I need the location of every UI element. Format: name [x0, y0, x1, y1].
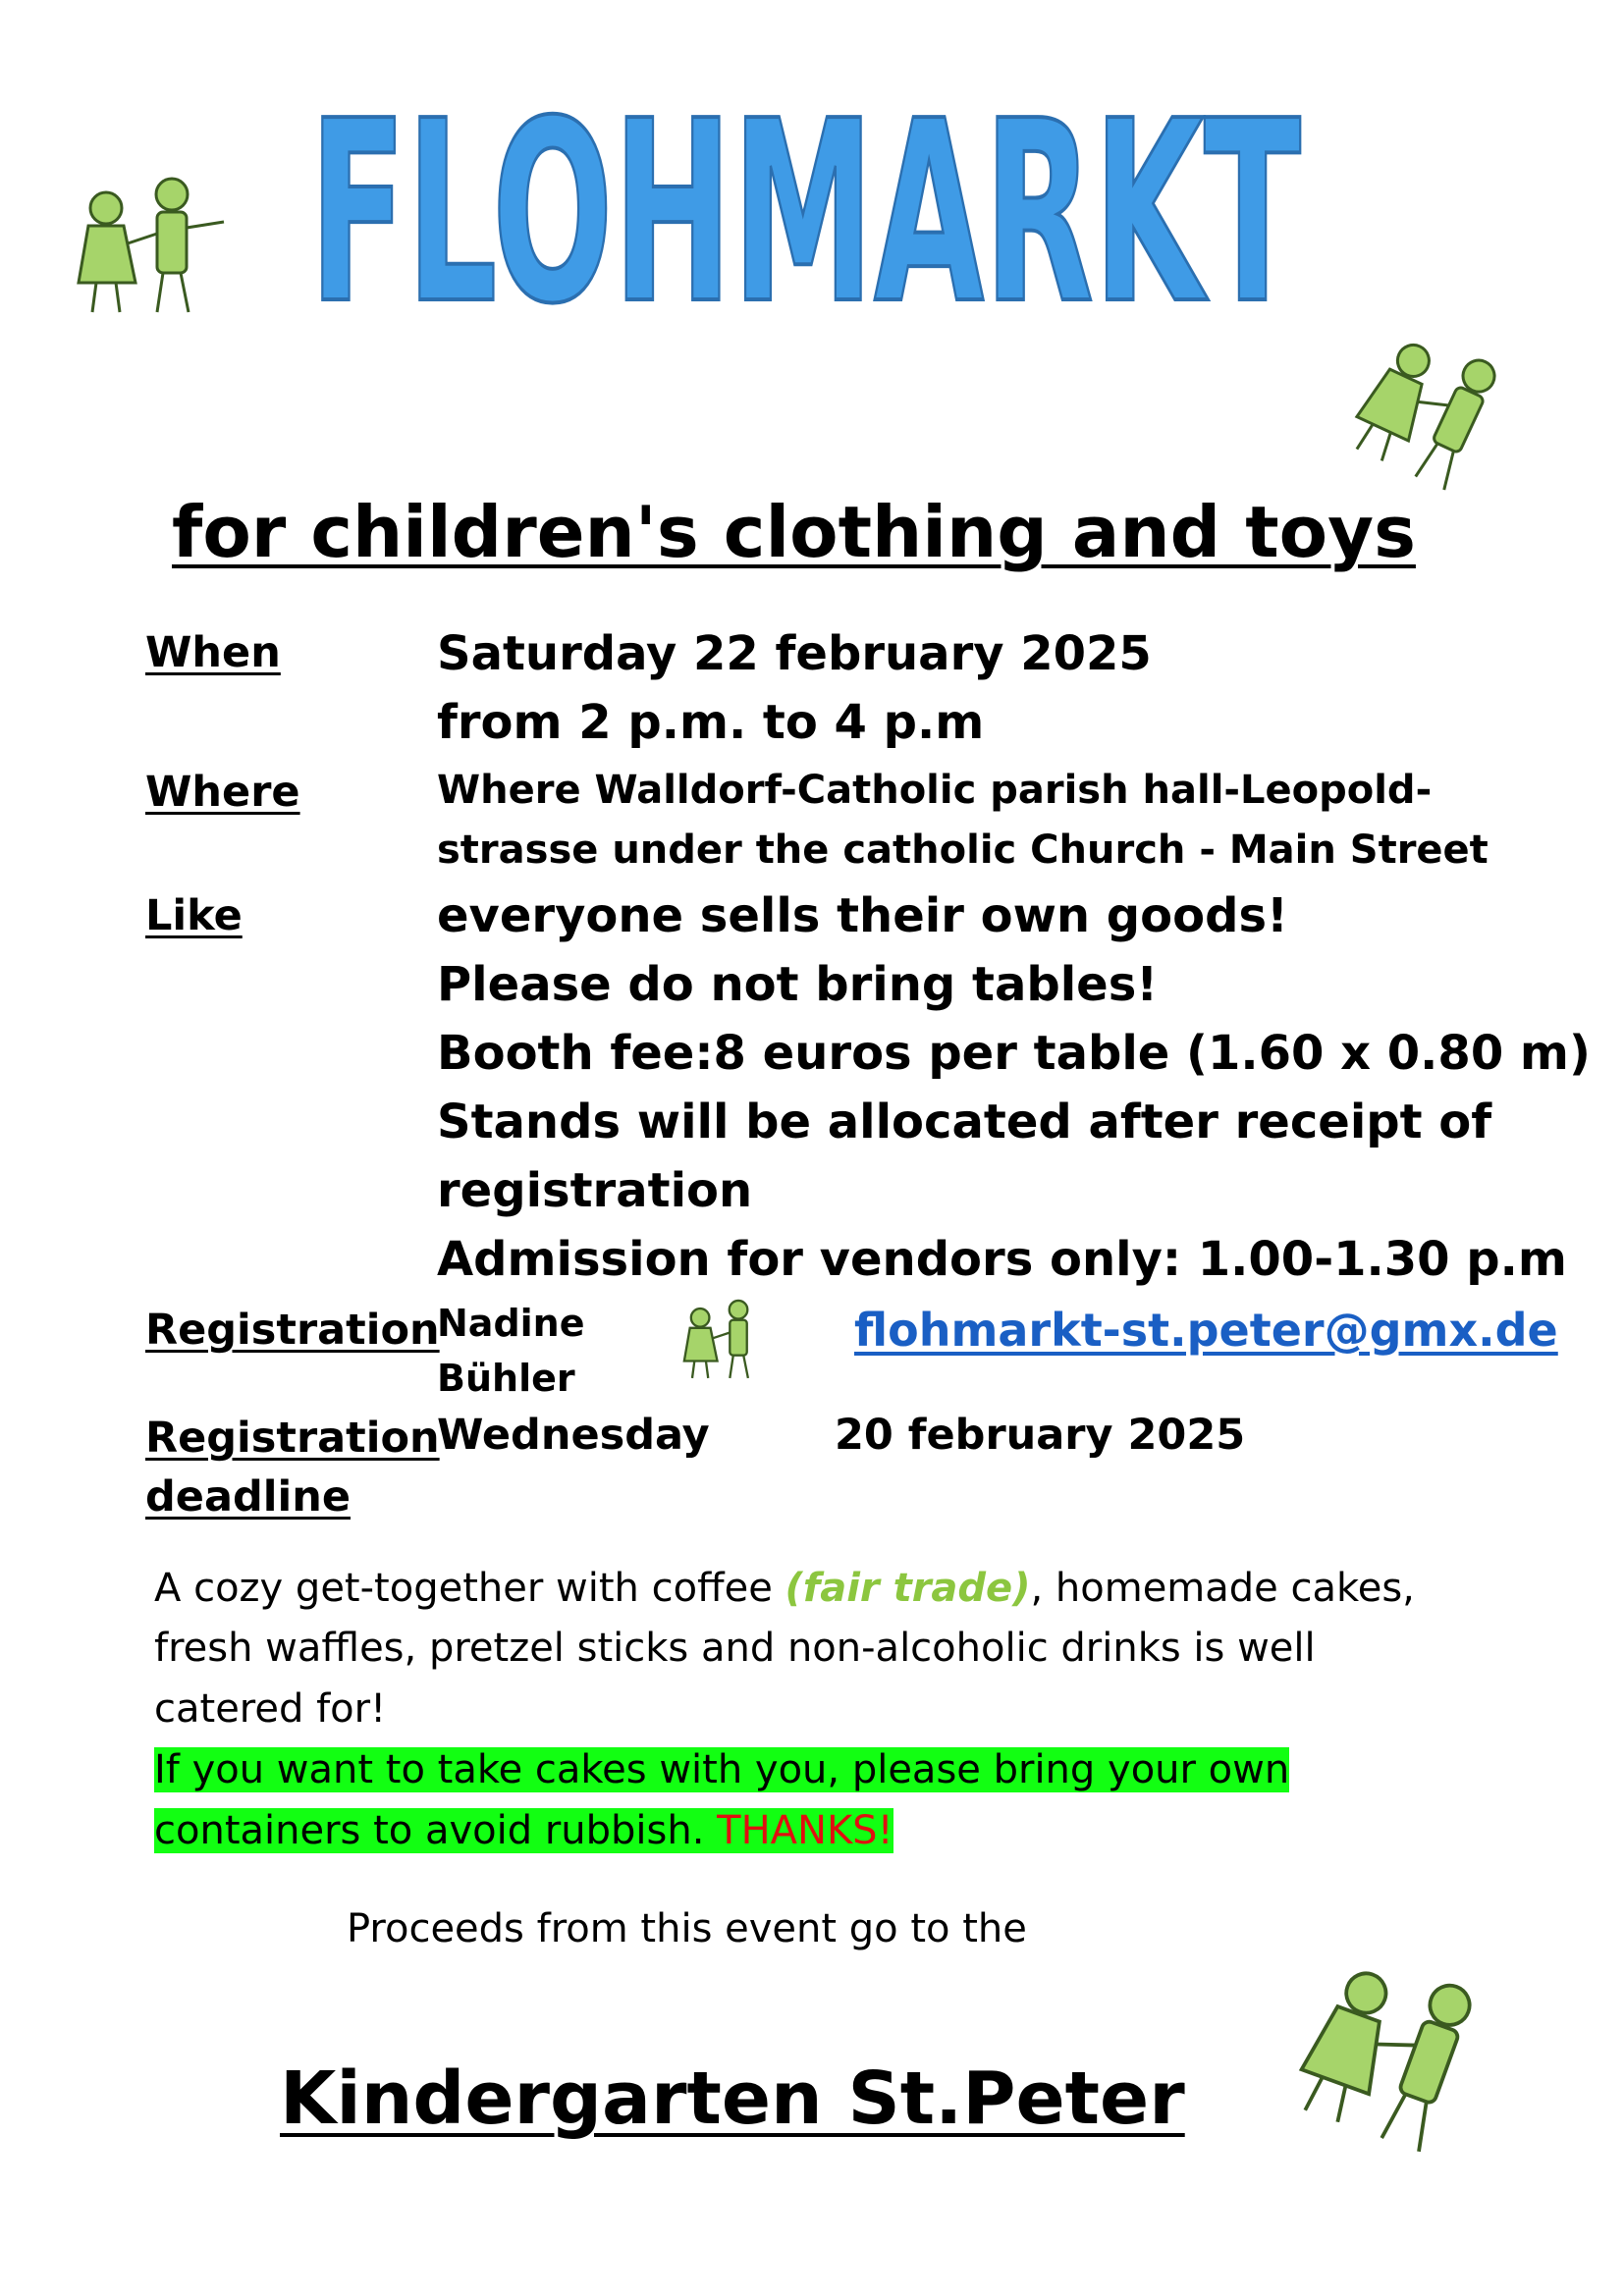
- kids-holding-hands-icon: [673, 1294, 776, 1382]
- flohmarkt-banner: [285, 54, 1326, 339]
- containers-notice-line-2: [154, 1808, 893, 1853]
- banner-title: FLOHMARKT: [309, 68, 1301, 339]
- cafe-text: , homemade cakes,: [1030, 1566, 1415, 1611]
- kindergarten-title: Kindergarten St.Peter: [280, 2056, 1185, 2141]
- kids-holding-hands-icon: [1345, 334, 1517, 496]
- where-line-2: strasse under the catholic Church - Main Street: [437, 828, 1489, 873]
- like-line: Stands will be allocated after receipt of: [437, 1095, 1492, 1149]
- deadline-day: Wednesday: [437, 1411, 710, 1460]
- highlighted-text: If you want to take cakes with you, please bring your own: [154, 1747, 1290, 1792]
- registration-last-name: Bühler: [437, 1357, 575, 1400]
- like-line: everyone sells their own goods!: [437, 888, 1288, 943]
- fair-trade-text: (fair trade): [785, 1566, 1031, 1611]
- thanks-text: THANKS!: [717, 1808, 893, 1853]
- when-time: from 2 p.m. to 4 p.m: [437, 695, 985, 750]
- highlighted-text: [154, 1808, 893, 1853]
- kids-holding-hands-icon: [1286, 1953, 1502, 2164]
- kids-holding-hands-icon: [59, 167, 236, 319]
- cafe-text: A cozy get-together with coffee: [154, 1566, 785, 1611]
- like-label: Like: [145, 891, 243, 940]
- highlighted-text-part: containers to avoid rubbish.: [154, 1808, 718, 1853]
- when-date: Saturday 22 february 2025: [437, 626, 1152, 681]
- where-line-1: Where Walldorf-Catholic parish hall-Leopold-: [437, 768, 1433, 813]
- like-line: Admission for vendors only: 1.00-1.30 p.m: [437, 1232, 1567, 1287]
- page-subtitle: for children's clothing and toys: [172, 491, 1416, 573]
- where-label: Where: [145, 768, 300, 817]
- deadline-label-line-2: deadline: [145, 1472, 351, 1522]
- deadline-label-line-1: Registration: [145, 1414, 440, 1463]
- containers-notice-line-1: [154, 1747, 1289, 1792]
- like-line: Booth fee:8 euros per table (1.60 x 0.80 m): [437, 1026, 1591, 1081]
- registration-email-link[interactable]: flohmarkt-st.peter@gmx.de: [854, 1304, 1558, 1357]
- registration-first-name: Nadine: [437, 1302, 585, 1345]
- when-label: When: [145, 628, 281, 677]
- proceeds-text: Proceeds from this event go to the: [347, 1906, 1027, 1951]
- deadline-date: 20 february 2025: [835, 1411, 1246, 1460]
- like-line: Please do not bring tables!: [437, 957, 1159, 1012]
- registration-label: Registration: [145, 1306, 440, 1355]
- like-line: registration: [437, 1163, 753, 1218]
- cafe-paragraph-line-3: catered for!: [154, 1686, 387, 1732]
- cafe-paragraph-line-1: [154, 1566, 1415, 1611]
- cafe-paragraph-line-2: fresh waffles, pretzel sticks and non-alcoholic drinks is well: [154, 1626, 1316, 1671]
